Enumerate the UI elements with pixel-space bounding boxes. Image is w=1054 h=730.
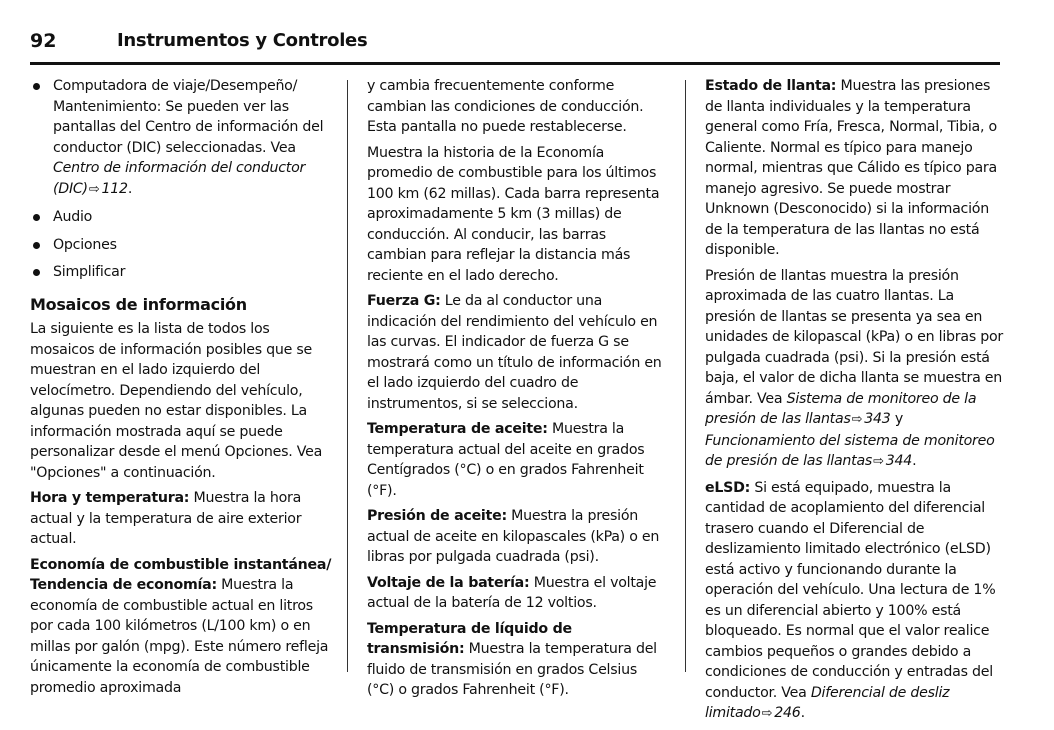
paragraph-presion-aceite [367, 506, 667, 568]
paragraph-hora [30, 488, 335, 550]
list-item-simplify: Simplificar [30, 262, 335, 283]
paragraph-presion-llantas: Presión de llantas muestra la presión aproximada de las cuatro llantas. La presión de llantas se presenta ya sea en unidades de kilopascal (kPa) o en libras por pulgada cuadrada (psi). Si la presión está baja, el valor de dicha llanta se muestra en ámbar. Vea Sistema de monitoreo de la presión de las llantas⇨ 343 y Funcionamiento del sistema de monitoreo de presión de las llantas⇨ 344. [705, 266, 1005, 473]
paragraph-transmision [367, 619, 667, 701]
page-reference[interactable]: 246 [774, 705, 801, 721]
cross-reference-link[interactable]: Sistema de monitoreo de la presión de las llantas [705, 390, 977, 427]
conjunction-text: y [890, 411, 903, 427]
term-label: Fuerza G: [367, 293, 441, 309]
section-heading: Mosaicos de información [30, 294, 247, 314]
term-text: Presión de llantas muestra la presión aproximada de las cuatro llantas. La presión de llantas se presenta ya sea en unidades de kilopascal (kPa) o en libras por pulgada cuadrada (psi). Si la presión está baja, el valor de dicha llanta se muestra en ámbar. Vea [705, 267, 1003, 407]
paragraph-voltaje [367, 573, 667, 614]
column-2 [367, 76, 667, 706]
page-reference[interactable]: 112 [101, 180, 128, 197]
header-rule [30, 62, 1000, 65]
paragraph-temp-aceite [367, 419, 667, 501]
column-1 [30, 76, 335, 703]
term-label: Hora y temperatura: [30, 490, 190, 506]
term-text: Muestra la presión actual de aceite en kilopascales (kPa) o en libras por pulgada cuadrada (psi). [367, 508, 660, 565]
term-text: Muestra el voltaje actual de la batería de 12 voltios. [367, 574, 657, 611]
cross-reference-link[interactable]: Diferencial de desliz limitado [705, 684, 950, 721]
paragraph-fuerza-g [367, 291, 667, 414]
column-divider-1 [347, 80, 348, 672]
term-label: Temperatura de líquido de transmisión: [367, 620, 572, 657]
menu-list [30, 76, 335, 283]
list-item-trip-computer: Computadora de viaje/Desempeño/ Mantenimiento: Se pueden ver las pantallas del Centro de información del conductor (DIC) seleccionadas. Vea Centro de información del conductor (DIC)⇨ 112. [30, 76, 335, 200]
term-label: Voltaje de la batería: [367, 574, 530, 591]
paragraph-economia [30, 555, 335, 699]
term-label: Estado de llanta: [705, 78, 837, 94]
paragraph-intro: La siguiente es la lista de todos los mosaicos de información posibles que se muestran en el lado izquierdo del velocímetro. Dependiendo del vehículo, algunas pueden no estar disponibles. La información mostrada aquí se puede personalizar desde el menú Opciones. Vea "Opciones" a continuación. [30, 321, 323, 481]
term-label: eLSD: [705, 479, 751, 496]
page-reference[interactable]: 344 [885, 453, 913, 469]
term-text: Le da al conductor una indicación del rendimiento del vehículo en las curvas. El indicador de fuerza G se mostrará como un título de información en el lado izquierdo del cuadro de instrumentos, si se selecciona. [367, 293, 662, 412]
cross-reference-link[interactable]: Centro de información del conductor (DIC) [53, 160, 306, 197]
page-reference[interactable]: 343 [864, 411, 891, 427]
page-arrow-icon: ⇨ [873, 454, 884, 469]
term-text: Muestra la temperatura del fluido de transmisión en grados Celsius (°C) o grados Fahrenheit (°F). [367, 641, 657, 698]
term-label: Presión de aceite: [367, 508, 507, 524]
column-divider-2 [685, 80, 686, 672]
column-3 [705, 76, 1005, 730]
page-arrow-icon: ⇨ [761, 706, 773, 721]
page-number: 92 [30, 30, 57, 52]
cross-reference-link[interactable]: Funcionamiento del sistema de monitoreo de presión de las llantas [705, 432, 995, 469]
term-text: Muestra la hora actual y la temperatura de aire exterior actual. [30, 490, 302, 547]
term-text: Muestra la temperatura actual del aceite en grados Centígrados (°C) o en grados Fahrenheit (°F). [367, 421, 645, 499]
paragraph-historia: Muestra la historia de la Economía promedio de combustible para los últimos 100 km (62 millas). Cada barra representa aproximadamente 5 km (3 millas) de conducción. Al conducir, las barras cambian para reflejar la distancia más reciente en el lado derecho. [367, 144, 660, 284]
page-arrow-icon: ⇨ [88, 181, 100, 197]
list-item-options: Opciones [30, 235, 335, 256]
term-text: Muestra las presiones de llanta individuales y la temperatura general como Fría, Fresca, Normal, Tibia, o Caliente. Normal es típico para manejo normal, mientras que Cálido es típico para manejo agresivo. Se puede mostrar Unknown (Desconocido) si la información de la temperatura de las llantas no está disponible. [705, 78, 997, 258]
term-label: Temperatura de aceite: [367, 421, 548, 437]
term-text: Muestra la economía de combustible actual en litros por cada 100 kilómetros (L/100 km) o en millas por galón (mpg). Este número refleja únicamente la economía de combustible promedio aproximada [30, 577, 329, 696]
list-item-text: Computadora de viaje/Desempeño/ Mantenimiento: Se pueden ver las pantallas del Centro de información del conductor (DIC) seleccionadas. Vea [53, 78, 324, 156]
paragraph-continuation: y cambia frecuentemente conforme cambian las condiciones de conducción. Esta pantalla no puede restablecerse. [367, 78, 644, 135]
list-item-audio: Audio [30, 207, 335, 228]
page-title: Instrumentos y Controles [117, 30, 368, 51]
paragraph-estado-llanta [705, 76, 1005, 261]
page-arrow-icon: ⇨ [851, 412, 863, 427]
term-text: Si está equipado, muestra la cantidad de acoplamiento del diferencial trasero cuando el Diferencial de deslizamiento limitado electrónico (eLSD) está activo y funcionando durante la operación del vehículo. Una lectura de 1% es un diferencial abierto y 100% está bloqueado. Es normal que el valor realice cambios pequeños o grandes debido a condiciones de conducción y entradas del conductor. Vea [705, 479, 996, 701]
paragraph-elsd: eLSD: Si está equipado, muestra la cantidad de acoplamiento del diferencial trasero cuando el Diferencial de deslizamiento limitado electrónico (eLSD) está activo y funcionando durante la operación del vehículo. Una lectura de 1% es un diferencial abierto y 100% está bloqueado. Es normal que el valor realice cambios pequeños o grandes debido a condiciones de conducción y entradas del conductor. Vea Diferencial de desliz limitado⇨ 246. [705, 478, 1005, 725]
term-label: Economía de combustible instantánea/ Tendencia de economía: [30, 556, 332, 593]
